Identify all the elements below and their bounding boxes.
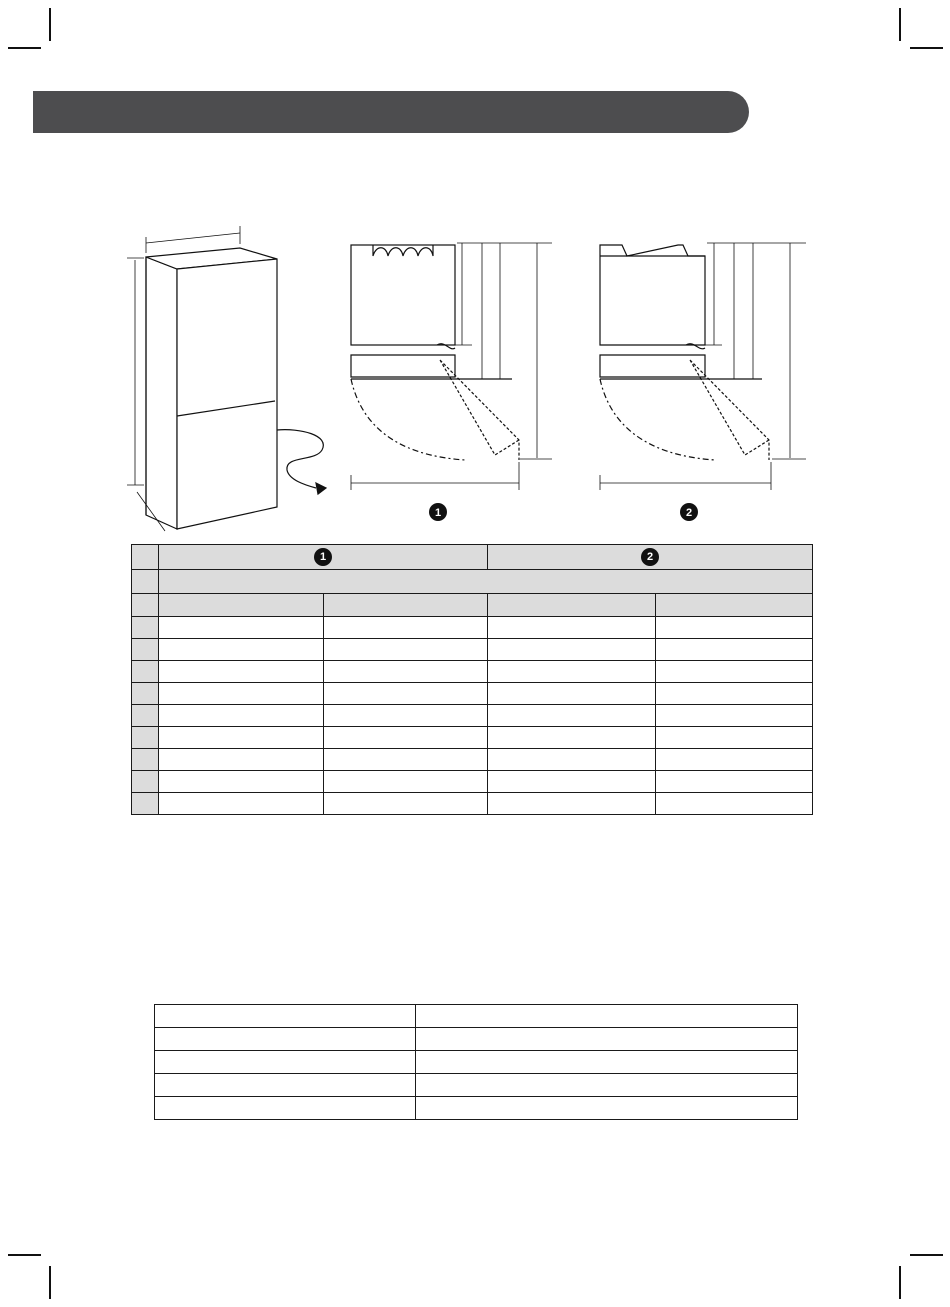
spec-table — [154, 1004, 798, 1120]
header-option-2: 2 — [488, 545, 813, 570]
table-row — [132, 793, 813, 815]
crop-mark-bl-v — [49, 1266, 51, 1299]
table-row — [132, 771, 813, 793]
table-row — [132, 617, 813, 639]
table-row — [155, 1074, 798, 1097]
table-row — [132, 683, 813, 705]
option-2-badge — [680, 503, 698, 521]
table-row — [155, 1097, 798, 1120]
refrigerator-perspective-icon — [127, 226, 277, 531]
crop-mark-bl-h — [8, 1254, 41, 1256]
header-option-1: 1 — [159, 545, 488, 570]
table-row — [155, 1051, 798, 1074]
option-1-badge — [429, 503, 447, 521]
power-cord-icon — [277, 430, 326, 494]
crop-mark-br-v — [899, 1266, 901, 1299]
table-row — [155, 1028, 798, 1051]
dimensions-table — [131, 544, 813, 815]
table-row — [132, 639, 813, 661]
svg-text:2: 2 — [685, 507, 693, 519]
svg-text:1: 1 — [434, 507, 442, 519]
door-swing-view-1 — [351, 243, 552, 490]
dimension-diagram — [0, 0, 950, 540]
table-row — [132, 749, 813, 771]
table-header-row — [132, 545, 813, 570]
table-row — [132, 661, 813, 683]
table-row — [155, 1005, 798, 1028]
table-row — [132, 727, 813, 749]
table-corner-cell — [132, 545, 159, 570]
crop-mark-br-h — [910, 1254, 943, 1256]
door-swing-view-2 — [600, 243, 806, 490]
table-column-header-row — [132, 594, 813, 617]
table-subheader-row — [132, 570, 813, 594]
table-subheader-cell — [159, 570, 813, 594]
table-row — [132, 705, 813, 727]
